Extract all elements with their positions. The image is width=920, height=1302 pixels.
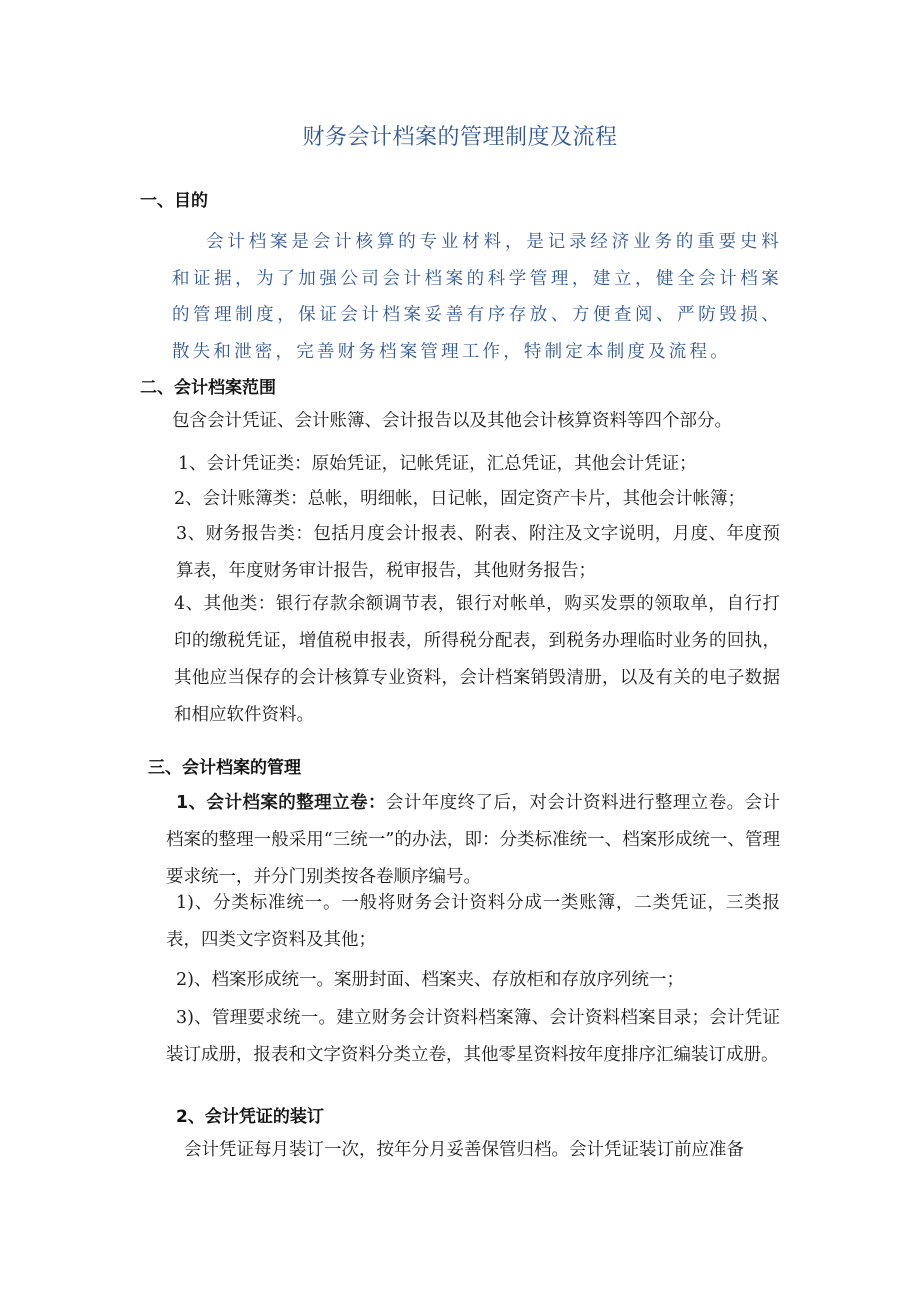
scope-item-ledgers: 2、会计账簿类：总帐，明细帐，日记帐，固定资产卡片，其他会计帐簿；	[174, 489, 746, 509]
section-heading-scope: 二、会计档案范围	[140, 378, 276, 398]
archiving-label: 1、会计档案的整理立卷：	[176, 793, 386, 813]
scope-item-reports: 3、财务报告类：包括月度会计报表、附表、附注及文字说明，月度、年度预算表，年度财务审计报告，税审报告，其他财务报告；	[176, 524, 780, 581]
voucher-binding-text: 会计凭证每月装订一次，按年分月妥善保管归档。会计凭证装订前应准备	[184, 1140, 744, 1160]
management-point-classification: 1)、分类标准统一。一般将财务会计资料分成一类账簿，二类凭证，三类报表，四类文字资料及其他；	[166, 893, 780, 950]
scope-item-vouchers: 1、会计凭证类：原始凭证，记帐凭证，汇总凭证，其他会计凭证；	[178, 454, 697, 474]
section-heading-purpose: 一、目的	[140, 191, 208, 211]
document-title: 财务会计档案的管理制度及流程	[302, 125, 618, 150]
scope-item-others: 4、其他类：银行存款余额调节表，银行对帐单，购买发票的领取单，自行打印的缴税凭证，增值税申报表，所得税分配表，到税务办理临时业务的回执，其他应当保存的会计核算专业资料，会计档案销毁清册，以及有关的电子数据和相应软件资料。	[174, 594, 780, 725]
management-archiving-paragraph	[166, 785, 780, 896]
purpose-paragraph: 会计档案是会计核算的专业材料，是记录经济业务的重要史料和证据，为了加强公司会计档案的科学管理，建立，健全会计档案的管理制度，保证会计档案妥善有序存放、方便查阅、严防毁损、散失和泄密，完善财务档案管理工作，特制定本制度及流程。	[172, 232, 782, 362]
management-point-requirements: 3)、管理要求统一。建立财务会计资料档案簿、会计资料档案目录；会计凭证装订成册，报表和文字资料分类立卷，其他零星资料按年度排序汇编装订成册。	[166, 1008, 780, 1065]
section-heading-management: 三、会计档案的管理	[148, 758, 301, 778]
voucher-binding-heading: 2、会计凭证的装订	[176, 1107, 324, 1127]
archiving-text: 会计年度终了后，对会计资料进行整理立卷。会计档案的整理一般采用“三统一”的办法，即：分类标准统一、档案形成统一、管理要求统一，并分门别类按各卷顺序编号。	[166, 793, 780, 887]
management-point-format: 2)、档案形成统一。案册封面、档案夹、存放柜和存放序列统一；	[176, 970, 684, 990]
scope-intro: 包含会计凭证、会计账簿、会计报告以及其他会计核算资料等四个部分。	[172, 411, 732, 431]
